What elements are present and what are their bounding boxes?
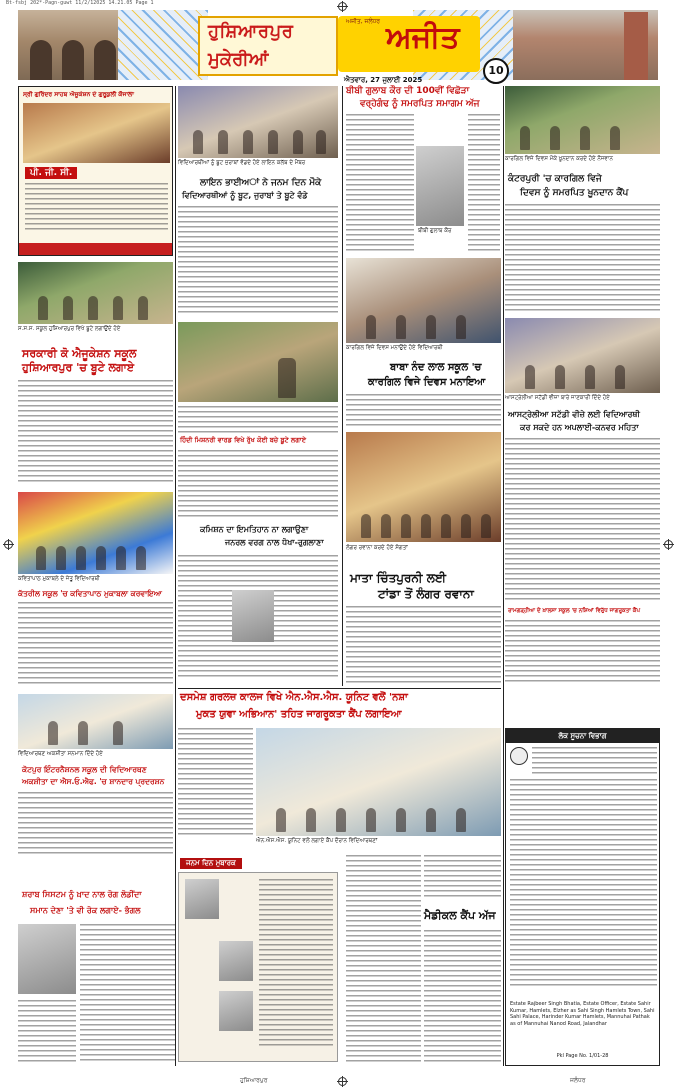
headline-australian-sub: ਕਰ ਸਕਦੇ ਹਨ ਅਪਲਾਈ-ਕਨਵਰ ਮਹਿਤਾ xyxy=(520,423,639,432)
registration-mark-icon xyxy=(338,1077,347,1086)
newspaper-name: ਅਜੀਤ xyxy=(386,20,460,55)
kargil-blood-photo xyxy=(505,86,660,154)
photo-caption: ਲੰਗਰ ਰਵਾਨਾ ਕਰਦੇ ਹੋਏ ਸੰਗਤਾਂ xyxy=(346,545,408,551)
page-number: 10 xyxy=(483,58,509,84)
article-body xyxy=(80,924,175,1064)
headline-kotpur-sub: ਅਕਸ਼ੀਤਾ ਦਾ ਐਸ.ਓ.ਐਫ. 'ਚ ਸ਼ਾਨਦਾਰ ਪ੍ਰਦਰਸ਼ਨ xyxy=(22,777,165,786)
headline-medical: ਮੈਡੀਕਲ ਕੈਂਪ ਅੱਜ xyxy=(424,909,496,922)
photo-caption: ਵਿਦਿਆਰਥਣ ਅਕਸ਼ੀਤਾ ਸਨਮਾਨ ਦਿੰਦੇ ਹੋਏ xyxy=(18,751,103,757)
article-body xyxy=(505,620,660,682)
birthday-text xyxy=(259,879,333,1049)
headline-kotpur: ਕੋਟਪੁਰ ਇੰਟਰਨੈਸ਼ਨਲ ਸਕੂਲ ਦੀ ਵਿਦਿਆਰਥਣ xyxy=(22,765,147,774)
notice-text xyxy=(532,747,657,775)
article-body xyxy=(178,206,338,316)
edition-label: ਅਜੀਤ, ਜਲੰਧਰ xyxy=(346,18,381,25)
article-body xyxy=(505,204,660,314)
city-name-secondary: ਮੁਕੇਰੀਆਂ xyxy=(208,49,269,70)
notice-footer: Estate Rajbeer Singh Bhatia, Estate Officer, Estate Sahir Kumar, Hamlets, Elzher as Sahi Singh Hamlets Town, Sahi Sahi Palace, Harinder Kumar Hamlets, Mannuhai Pathak as of Mannuhai Nanod Road, Jalandhar xyxy=(510,1001,655,1027)
headline-sharab: ਸ਼ਰਾਬ ਸਿਸਟਮ ਨੂੰ ਖ਼ਾਦ ਨਾਲ ਰੋਗ ਲੋਡੀਂਦਾ xyxy=(22,890,142,899)
notice-reference: Pkl Page No. 1/01-28 xyxy=(556,1053,609,1059)
masthead xyxy=(18,10,658,84)
australia-photo xyxy=(505,318,660,393)
article-body xyxy=(18,792,173,857)
notice-text xyxy=(510,779,657,989)
photo-caption: ਐਨ.ਐਸ.ਐਸ. ਯੂਨਿਟ ਵਲੋਂ ਲਗਾਏ ਕੈਂਪ ਦੌਰਾਨ ਵਿਦਿਆਰਥਣਾਂ xyxy=(256,838,378,844)
article-body xyxy=(346,606,501,684)
headline-lions-sub: ਵਿਦਿਆਰਥੀਆਂ ਨੂੰ ਬੂਟ, ਜੁਰਾਬਾਂ ਤੇ ਬੂਟੇ ਵੰਡੇ xyxy=(182,191,308,200)
headline-commission-sub: ਜਨਰਲ ਵਰਗ ਨਾਲ ਧੋਖਾ-ਰੁਗਲਾਣਾ xyxy=(225,538,324,547)
masthead-photo-right xyxy=(513,10,658,80)
emblem-icon xyxy=(510,747,528,765)
headline-baba-nand-sub: ਕਾਰਗਿਲ ਵਿਜੇ ਦਿਵਸ ਮਨਾਇਆ xyxy=(368,377,486,388)
headline-mata-sub: ਟਾਂਡਾ ਤੋਂ ਲੰਗਰ ਰਵਾਨਾ xyxy=(378,587,474,601)
folio-right: ਜਲੰਧਰ xyxy=(570,1077,586,1084)
headline-govt-school-sub: ਹੁਸ਼ਿਆਰਪੁਰ 'ਚ ਬੂਟੇ ਲਗਾਏ xyxy=(22,361,135,374)
headline-lions: ਲਾਇਨ ਭਾਈਅਾਂ ਨੇ ਜਨਮ ਦਿਨ ਮੌਕੇ xyxy=(200,178,322,188)
baba-nand-photo xyxy=(346,258,501,343)
headline-hindi-mission: ਹਿੰਦੀ ਮਿਸ਼ਨਰੀ ਵਾਰਡ ਵਿਖੇ ਰੁੱਖ ਕੋਈ ਬਚੇ ਬੂਟੇ ਲਗਾਏ xyxy=(180,436,307,444)
child-photo xyxy=(219,991,253,1031)
photo-caption: ਕਾਰਗਿਲ ਵਿਜੇ ਦਿਵਸ ਮਨਾਉਂਦੇ ਹੋਏ ਵਿਦਿਆਰਥੀ xyxy=(346,345,443,351)
govt-school-photo xyxy=(18,262,173,324)
headline-bibi-gulab: ਬੀਬੀ ਗੁਲਾਬ ਕੌਰ ਦੀ 100ਵੀਂ ਵਿਛੋੜਾ xyxy=(346,86,470,96)
headline-govt-school: ਸਰਕਾਰੀ ਕੋ ਐਜੂਕੇਸ਼ਨ ਸਕੂਲ xyxy=(22,347,137,360)
article-body xyxy=(346,855,421,1065)
ad-title: ਸ੍ਰੀ ਗੁਰਿੰਦਰ ਸਾਹਬ ਐਜੂਕੇਸ਼ਨ ਦੇ ਗੁਰੂਕੁਲੀ ਕੌਜਾਲਾ xyxy=(23,91,134,98)
photo-caption: ਸ.ਸ.ਸ. ਸਕੂਲ ਹੁਸ਼ਿਆਰਪੁਰ ਵਿਖੇ ਬੂਟੇ ਲਗਾਉਂਦੇ ਹੋਏ xyxy=(18,326,121,332)
kartal-school-photo xyxy=(18,492,173,574)
photo-caption: ਬੀਬੀ ਗੁਲਾਬ ਕੌਰ xyxy=(418,228,452,234)
article-body xyxy=(424,855,501,900)
photo-caption: ਕਵਿਤਾਪਾਠ ਮੁਕਾਬਲੇ ਦੇ ਜੇਤੂ ਵਿਦਿਆਰਥੀ xyxy=(18,576,100,582)
article-body xyxy=(18,1000,76,1064)
public-notice xyxy=(505,728,660,1066)
city-name: ਹੁਸ਼ਿਆਰਪੁਰ xyxy=(208,21,294,42)
article-body xyxy=(346,394,501,429)
portrait-photo xyxy=(232,590,274,642)
dashmesh-photo xyxy=(256,728,501,836)
registration-mark-icon xyxy=(4,540,13,549)
column-divider xyxy=(342,86,343,686)
headline-kartal-school: ਕੱਤਰੀਲ ਸਕੂਲ 'ਚ ਕਵਿਤਾਪਾਠ ਮੁਕਾਬਲਾ ਕਰਵਾਇਆ xyxy=(18,589,162,598)
headline-australian: ਆਸਟ੍ਰੇਲੀਆ ਸਟੱਡੀ ਵੀਜ਼ੇ ਲਈ ਵਿਦਿਆਰਥੀ xyxy=(508,410,640,419)
headline-khalsa: ਰਾਮਗੜ੍ਹੀਆ ਦੇ ਖ਼ਾਲਸਾ ਸਕੂਲ 'ਚ ਨਸ਼ਿਆਂ ਵਿਰੁੱਧ ਜਾਗਰੂਕਤਾ ਕੈਂਪ xyxy=(508,608,641,614)
article-body xyxy=(468,114,500,254)
photo-caption: ਵਿਦਿਆਰਥੀਆਂ ਨੂੰ ਬੂਟ ਜੁਰਾਬਾਂ ਵੰਡਦੇ ਹੋਏ ਲਾਇਨ ਕਲੱਬ ਦੇ ਮੈਂਬਰ xyxy=(178,160,306,166)
newspaper-logo xyxy=(338,16,480,72)
column-divider xyxy=(503,86,504,1066)
article-body xyxy=(424,930,501,1065)
photo-caption: ਆਸਟ੍ਰੇਲੀਆ ਸਟੱਡੀ ਵੀਜ਼ਾ ਬਾਰੇ ਜਾਣਕਾਰੀ ਦਿੰਦੇ ਹੋਏ xyxy=(505,395,610,401)
photo-caption: ਕਾਰਗਿਲ ਵਿਜੇ ਦਿਵਸ ਮੌਕੇ ਖ਼ੂਨਦਾਨ ਕਰਦੇ ਹੋਏ ਨੌਜਵਾਨ xyxy=(505,156,613,162)
birthday-label: ਜਨਮ ਦਿਨ ਮੁਬਾਰਕ xyxy=(180,858,242,869)
ad-text xyxy=(25,183,168,231)
ad-strip xyxy=(19,243,172,255)
headline-kargil-top-sub: ਦਿਵਸ ਨੂੰ ਸਮਰਪਿਤ ਖ਼ੂਨਦਾਨ ਕੈਂਪ xyxy=(520,188,629,198)
headline-bibi-gulab-sub: ਵਰ੍ਹੇਗੰਢ ਨੂੰ ਸਮਰਪਿਤ ਸਮਾਗਮ ਅੱਜ xyxy=(360,99,480,109)
folio-left: ਹੁਸ਼ਿਆਰਪੁਰ xyxy=(240,1077,268,1084)
child-photo xyxy=(219,941,253,981)
headline-baba-nand: ਬਾਬਾ ਨੰਦ ਲਾਲ ਸਕੂਲ 'ਚ xyxy=(390,362,482,373)
mata-langar-photo xyxy=(346,432,501,542)
headline-sharab-sub: ਸਮਾਨ ਦੇਣਾ 'ਤੇ ਵੀ ਰੋਕ ਲਗਾਏ- ਭੰਗਲ xyxy=(30,906,141,915)
headline-kargil-top: ਕੰਟਰਪੁਰੀ 'ਚ ਕਾਰਗਿਲ ਵਿਜੇ xyxy=(508,174,602,184)
headline-dashmesh-sub: ਮੁਕਤ ਯੁਵਾ ਅਭਿਆਨ' ਤਹਿਤ ਜਾਗਰੂਕਤਾ ਕੈਂਪ ਲਗਾਇਆ xyxy=(196,709,402,720)
advertisement-top-left xyxy=(18,86,173,256)
masthead-city-box xyxy=(198,16,338,76)
ad-institution-name: ਪੀ. ਜੀ. ਸੀ. xyxy=(25,167,77,179)
article-body xyxy=(18,602,173,687)
masthead-pattern xyxy=(118,10,208,80)
article-body xyxy=(178,450,338,520)
notice-heading: ਲੋਕ ਸੂਚਨਾ ਵਿਭਾਗ xyxy=(506,729,659,743)
headline-mata: ਮਾਤਾ ਚਿੰਤਪੁਰਨੀ ਲਈ xyxy=(350,571,446,585)
headline-dashmesh: ਦਸਮੇਸ਼ ਗਰਲਜ਼ ਕਾਲਜ ਵਿਖੇ ਐਨ.ਐਸ.ਐਸ. ਯੂਨਿਟ ਵਲੋਂ 'ਨਸ਼ਾ xyxy=(180,692,408,703)
column-divider xyxy=(175,86,176,1066)
birthday-box xyxy=(178,872,338,1062)
bibi-gulab-portrait xyxy=(416,146,464,226)
issue-date: ਐਤਵਾਰ, 27 ਜੁਲਾਈ 2025 xyxy=(344,76,423,84)
article-body xyxy=(505,438,660,603)
article-body xyxy=(178,728,253,838)
print-slug: Bt-fsbj 202*-Pagn-guwt 11/2/12025 14.21.05 Page 1 xyxy=(6,0,154,6)
lions-photo xyxy=(178,86,338,158)
article-body xyxy=(18,380,173,485)
headline-commission: ਕਮਿਸ਼ਨ ਦਾ ਇਮਤਿਹਾਨ ਨਾ ਲਗਾਉਣਾ xyxy=(200,525,309,534)
portrait-photo xyxy=(18,924,76,994)
registration-mark-icon xyxy=(664,540,673,549)
article-body xyxy=(178,406,338,434)
ad-building-photo xyxy=(23,103,170,163)
article-body xyxy=(346,114,414,254)
school-building-photo xyxy=(178,322,338,402)
child-photo xyxy=(185,879,219,919)
section-divider xyxy=(178,688,501,689)
kotpur-photo xyxy=(18,694,173,749)
